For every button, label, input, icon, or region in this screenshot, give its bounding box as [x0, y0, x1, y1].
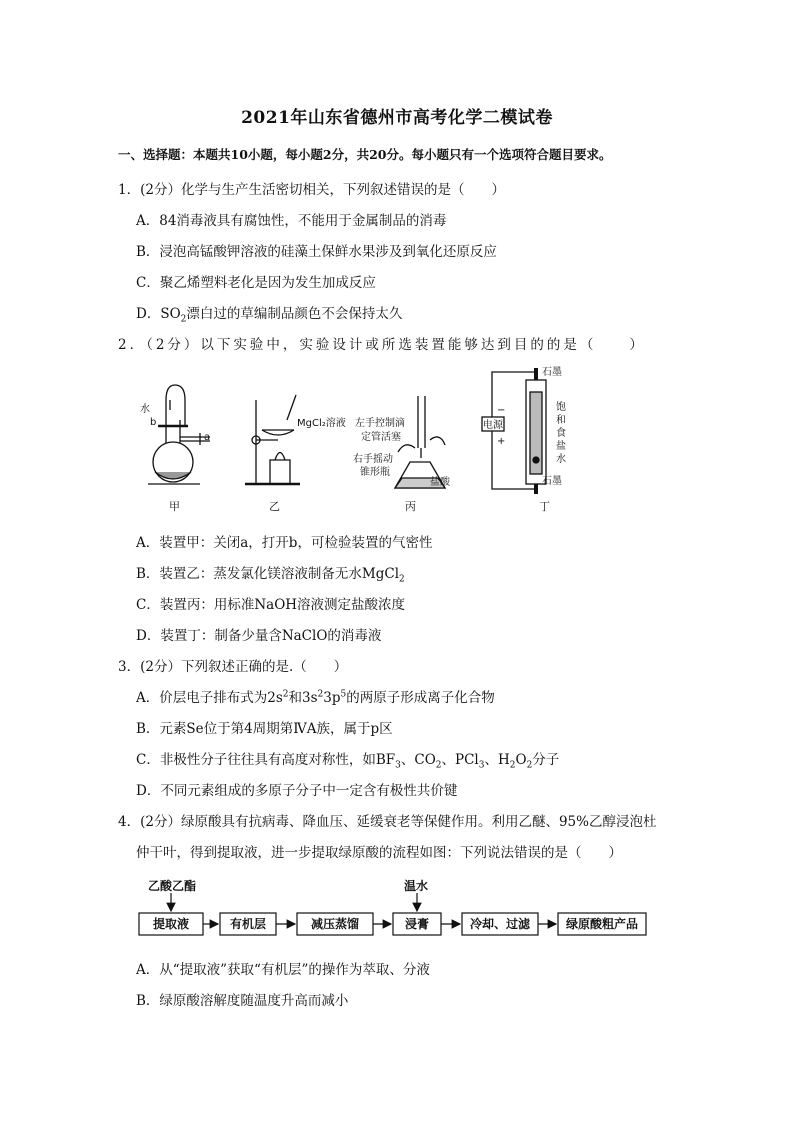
q3-option-d: D．不同元素组成的多原子分子中一定含有极性共价键: [136, 783, 458, 799]
q4-option-b: B．绿原酸溶解度随温度升高而减小: [136, 993, 349, 1009]
q2-option-d: D．装置丁：制备少量含NaClO的消毒液: [136, 628, 382, 644]
flow-input-warm-water: 温水: [404, 879, 429, 893]
q2-option-a: A．装置甲：关闭a，打开b，可检验装置的气密性: [136, 535, 433, 551]
q1-option-b: B．浸泡高锰酸钾溶液的硅藻土保鲜水果涉及到氧化还原反应: [136, 244, 497, 260]
fig-label-mgcl2: MgCl₂溶液: [297, 418, 346, 429]
fig-label-brine-0: 饱: [556, 402, 566, 413]
q1-option-d: D．$SO_2$漂白过的草编制品颜色不会保持太久: [136, 306, 403, 325]
q3-option-b: B．元素Se位于第4周期第ⅣA族，属于p区: [136, 721, 393, 737]
fig-label-graphite-top: 石墨: [542, 367, 562, 378]
fig-caption-bing: 丙: [405, 500, 416, 513]
q1-option-a: A．84消毒液具有腐蚀性，不能用于金属制品的消毒: [136, 213, 447, 229]
flow-step-3: 浸膏: [404, 917, 430, 931]
fig-label-left-hand-1: 左手控制滴: [355, 418, 405, 429]
q3-option-a: A．价层电子排布式为$2s^2$和$3s^23p^5$的两原子形成离子化合物: [136, 689, 495, 706]
fig-label-plus: +: [497, 436, 506, 447]
q2-option-c: C．装置丙：用标准NaOH溶液测定盐酸浓度: [136, 597, 406, 613]
flow-step-0: 提取液: [152, 917, 190, 931]
fig-caption-jia: 甲: [169, 500, 180, 513]
flow-step-5: 绿原酸粗产品: [565, 917, 639, 931]
fig-label-brine-4: 水: [556, 454, 566, 465]
fig-label-graphite-bottom: 石墨: [542, 476, 562, 487]
q1-stem: 1．(2分）化学与生产生活密切相关，下列叙述错误的是（ ）: [118, 182, 505, 198]
q2-option-b: B．装置乙：蒸发氯化镁溶液制备无水MgCl$_2$: [136, 566, 405, 585]
q2-stem: 2．（2分）以下实验中，实验设计或所选装置能够达到目的的是（ ）: [118, 337, 646, 353]
fig-label-brine-3: 盐: [556, 441, 566, 452]
fig-label-right-hand-1: 右手摇动: [353, 454, 393, 465]
fig-label-brine-2: 食: [556, 428, 566, 439]
fig-label-power: 电源: [483, 420, 503, 431]
fig-label-minus: −: [497, 405, 506, 416]
q4-stem-line1: 4．(2分）绿原酸具有抗病毒、降血压、延缓衰老等保健作用。利用乙醚、95%乙醇浸泡杜: [118, 814, 657, 830]
fig-label-water: 水: [140, 404, 150, 415]
fig-label-b: b: [150, 417, 157, 428]
q4-option-a: A．从“提取液”获取“有机层”的操作为萃取、分液: [136, 962, 430, 978]
q4-stem-line2: 仲干叶，得到提取液，进一步提取绿原酸的流程如图：下列说法错误的是（ ）: [136, 845, 622, 861]
fig-caption-ding: 丁: [539, 500, 550, 513]
q1-option-c: C．聚乙烯塑料老化是因为发生加成反应: [136, 275, 376, 291]
fig-label-a: a: [204, 432, 211, 443]
fig-label-right-hand-2: 锥形瓶: [360, 467, 390, 478]
fig-label-brine-1: 和: [556, 415, 566, 426]
flow-step-4: 冷却、过滤: [469, 917, 531, 931]
q3-stem: 3．(2分）下列叙述正确的是.（ ）: [118, 659, 348, 675]
fig-label-hcl: 盐酸: [430, 477, 450, 488]
section-heading: 一、选择题：本题共10小题，每小题2分，共20分。每小题只有一个选项符合题目要求。: [118, 147, 612, 162]
flow-step-2: 减压蒸馏: [310, 917, 360, 931]
flow-step-1: 有机层: [229, 917, 267, 931]
flow-input-ethyl-acetate: 乙酸乙酯: [148, 879, 197, 893]
fig-label-left-hand-2: 定管活塞: [361, 432, 401, 443]
q3-option-c: C．非极性分子往往具有高度对称性，如$BF_3$、$CO_2$、PCl$_3$、$H_2O_2$分子: [136, 752, 560, 771]
fig-caption-yi: 乙: [269, 500, 280, 513]
page-title: 2021年山东省德州市高考化学二模试卷: [241, 108, 553, 128]
